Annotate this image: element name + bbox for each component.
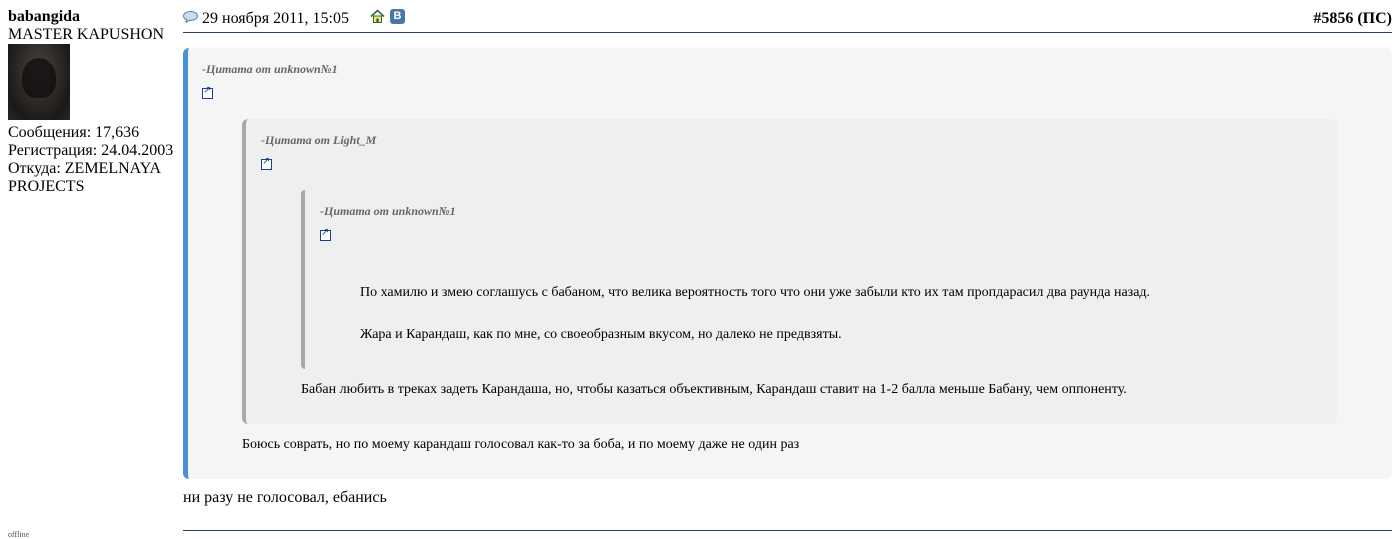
- username[interactable]: babangida: [8, 8, 81, 25]
- post-date: 29 ноября 2011, 15:05: [202, 10, 349, 27]
- user-location: Откуда: ZEMELNAYA PROJECTS: [8, 160, 161, 195]
- view-post-icon[interactable]: [202, 88, 213, 99]
- quote-author: -Цитата от unknown№1: [202, 62, 338, 76]
- quote-author: -Цитата от unknown№1: [320, 204, 456, 218]
- online-status: offline: [8, 530, 30, 539]
- post-body-text: ни разу не голосовал, ебанись: [183, 489, 387, 506]
- post-bubble-icon: [183, 11, 198, 23]
- view-post-icon[interactable]: [261, 159, 272, 170]
- registration-date: Регистрация: 24.04.2003: [8, 142, 174, 159]
- post-divider: [183, 530, 1392, 531]
- user-info: [8, 8, 178, 196]
- quote-inner-text-1: По хамилю и змею соглашусь с бабаном, что велика вероятность того что они уже забыли кто их там пропдарасил два раунда назад.: [360, 285, 1151, 300]
- home-icon[interactable]: [370, 9, 385, 24]
- quote-author: -Цитата от Light_M: [261, 133, 377, 147]
- quote-outer-text: Боюсь соврать, но по моему карандаш голосовал как-то за боба, и по моему даже не один раз: [242, 437, 800, 452]
- view-post-icon[interactable]: [320, 230, 331, 241]
- post-header: [183, 8, 1392, 33]
- quote-middle-text: Бабан любить в треках задеть Карандаша, но, чтобы казаться объективным, Карандаш ставит на 1-2 балла меньше Бабану, чем оппоненту.: [301, 382, 1127, 397]
- quote-inner-text-2: Жара и Карандаш, как по мне, со своеобразным вкусом, но далеко не предвзяты.: [360, 327, 842, 342]
- post-count: Сообщения: 17,636: [8, 124, 140, 141]
- vk-icon[interactable]: В: [390, 9, 405, 24]
- user-title: MASTER KAPUSHON: [8, 26, 165, 43]
- avatar[interactable]: [8, 44, 70, 120]
- post-number-link[interactable]: #5856 (ПС): [1313, 10, 1392, 27]
